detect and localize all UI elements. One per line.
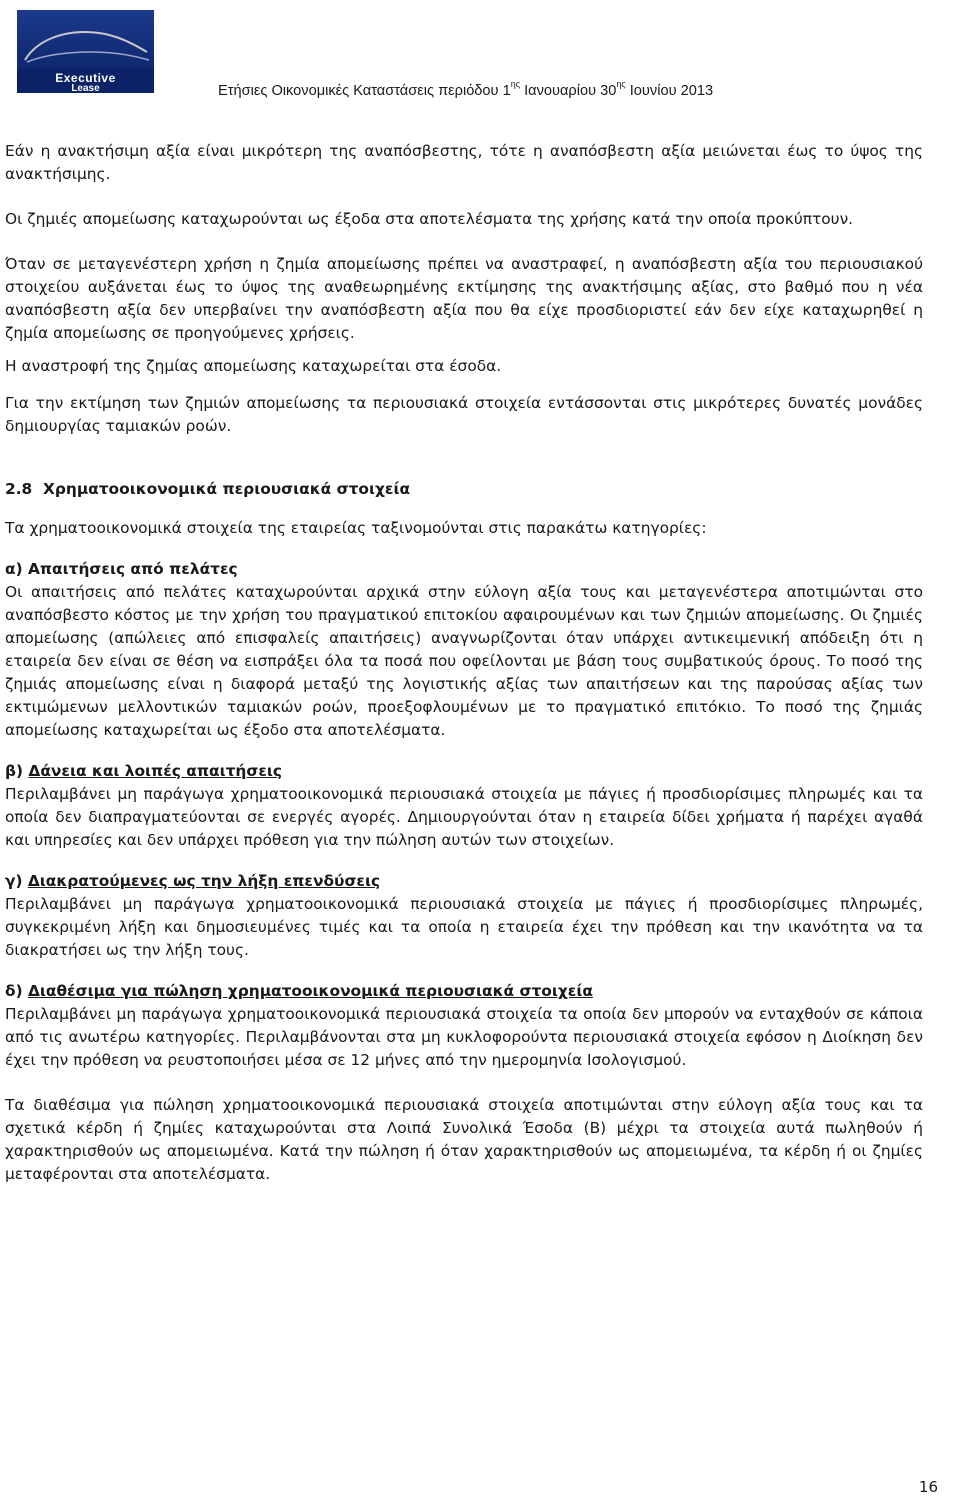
section-heading: 2.8 Χρηματοοικονομικά περιουσιακά στοιχεία [5, 480, 411, 498]
paragraph: Εάν η ανακτήσιμη αξία είναι μικρότερη της αναπόσβεστης, τότε η αναπόσβεστη αξία μειώνεται έως το ύψος της ανακτήσιμης. [5, 142, 923, 183]
subheading-a: α) Απαιτήσεις από πελάτες [5, 560, 238, 578]
paragraph-d: Περιλαμβάνει μη παράγωγα χρηματοοικονομικά περιουσιακά στοιχεία τα οποία δεν μπορούν να ενταχθούν σε κάποια από τις ανωτέρω κατηγορίες. Περιλαμβάνονται στα μη κυκλοφορούντα περιουσιακά στοιχεία εφόσον η Διοίκηση δεν έχει την πρόθεση να ρευστοποιήσει μέσα σε 12 μήνες από την ημερομηνία Ισολογισμού. [5, 1005, 923, 1069]
intro-paragraph: Τα χρηματοοικονομικά στοιχεία της εταιρείας ταξινομούνται στις παρακάτω κατηγορίες: [5, 519, 707, 537]
logo-text-line1: Executive [55, 71, 116, 85]
paragraph: Οι ζημιές απομείωσης καταχωρούνται ως έξοδα στα αποτελέσματα της χρήσης κατά την οποία προκύπτουν. [5, 210, 854, 228]
paragraph-c: Περιλαμβάνει μη παράγωγα χρηματοοικονομικά περιουσιακά στοιχεία με πάγιες ή προσδιορίσιμες πληρωμές, συγκεκριμένη λήξη και δημοσιευμένες τιμές και τα οποία η εταιρεία έχει την πρόθεση και την ικανότητα να τα διακρατήσει ως την λήξη τους. [5, 895, 923, 959]
page-number: 16 [918, 1478, 938, 1496]
paragraph-b: Περιλαμβάνει μη παράγωγα χρηματοοικονομικά περιουσιακά στοιχεία με πάγιες ή προσδιορίσιμες πληρωμές και τα οποία δεν διαπραγματεύονται σε ενεργές αγορές. Δημιουργούνται όταν η εταιρεία δίδει χρήματα ή παρέχει αγαθά και υπηρεσίες και δεν υπάρχει πρόθεση για την πώληση αυτών των στοιχείων. [5, 785, 923, 849]
paragraph: Για την εκτίμηση των ζημιών απομείωσης τα περιουσιακά στοιχεία εντάσσονται στις μικρότερες δυνατές μονάδες δημιουργίας ταμιακών ροών. [5, 394, 923, 435]
subheading-c: γ) Διακρατούμενες ως την λήξη επενδύσεις [5, 872, 381, 890]
subheading-b: β) Δάνεια και λοιπές απαιτήσεις [5, 762, 283, 780]
paragraph: Η αναστροφή της ζημίας απομείωσης καταχωρείται στα έσοδα. [5, 357, 502, 375]
company-logo [17, 10, 154, 93]
car-silhouette-icon [17, 10, 154, 70]
logo-text-line2: Lease [71, 83, 100, 93]
document-body [5, 140, 923, 1186]
paragraph-e: Τα διαθέσιμα για πώληση χρηματοοικονομικά περιουσιακά στοιχεία αποτιμώνται στην εύλογη αξία τους και τα σχετικά κέρδη ή ζημίες καταχωρούνται στα Λοιπά Συνολικά Έσοδα (Β) μέχρι τα στοιχεία αυτά πωληθούν ή χαρακτηρισθούν ως απομειωμένα. Κατά την πώληση ή όταν χαρακτηρισθούν ως απομειωμένα, τα κέρδη ή οι ζημίες μεταφέρονται στα αποτελέσματα. [5, 1096, 923, 1183]
subheading-d: δ) Διαθέσιμα για πώληση χρηματοοικονομικά περιουσιακά στοιχεία [5, 982, 593, 1000]
paragraph: Όταν σε μεταγενέστερη χρήση η ζημία απομείωσης πρέπει να αναστραφεί, η αναπόσβεστη αξία του περιουσιακού στοιχείου αυξάνεται έως το ύψος της αναθεωρημένης εκτίμησης της ανακτήσιμης αξίας, στο βαθμό που η νέα αναπόσβεστη αξία δεν υπερβαίνει την αναπόσβεστη αξία που θα είχε προσδιοριστεί εάν δεν είχε καταχωρηθεί η ζημία απομείωσης σε προηγούμενες χρήσεις. [5, 255, 923, 342]
document-header-title: Ετήσιες Οικονομικές Καταστάσεις περιόδου $1^{\eta\varsigma}$ Ιανουαρίου $30^{\eta\varsigma}$ Ιουνίου 2013 [218, 79, 714, 99]
paragraph-a: Οι απαιτήσεις από πελάτες καταχωρούνται αρχικά στην εύλογη αξία τους και μεταγενέστερα αποτιμώνται στο αναπόσβεστο κόστος με την χρήση του πραγματικού επιτοκίου αφαιρουμένων και των ζημιών απομείωσης. Οι ζημιές απομείωσης (απώλειες από επισφαλείς απαιτήσεις) αναγνωρίζονται όταν υπάρχει αντικειμενική απόδειξη ότι η εταιρεία δεν είναι σε θέση να εισπράξει όλα τα ποσά που οφείλονται με βάση τους συμβατικούς όρους. Το ποσό της ζημιάς απομείωσης είναι η διαφορά μεταξύ της λογιστικής αξίας των απαιτήσεων και της παρούσας αξίας των εκτιμώμενων μελλοντικών ταμιακών ροών, προεξοφλουμένων με το πραγματικό επιτόκιο. Το ποσό της ζημιάς απομείωσης καταχωρείται ως έξοδο στα αποτελέσματα. [5, 583, 923, 739]
